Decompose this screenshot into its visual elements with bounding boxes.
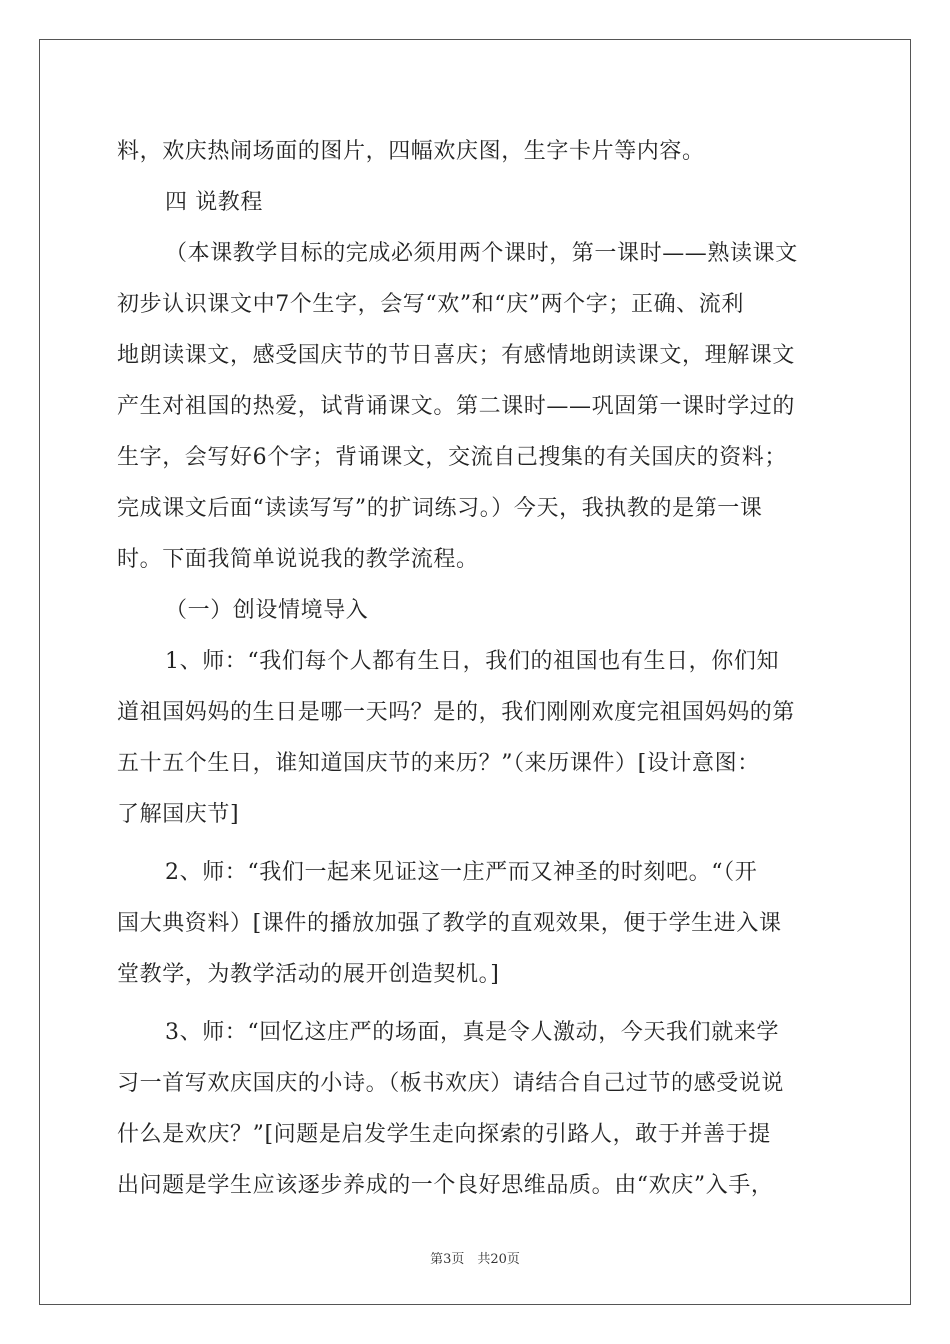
text-line: 初步认识课文中7个生字，会写“欢”和“庆”两个字；正确、流利	[117, 292, 744, 317]
section-heading: 四 说教程	[165, 190, 263, 215]
text-line: 2、师：“我们一起来见证这一庄严而又神圣的时刻吧。“（开	[165, 860, 758, 885]
text-line: 五十五个生日，谁知道国庆节的来历？”（来历课件）[设计意图：	[117, 751, 760, 776]
text-line: 道祖国妈妈的生日是哪一天吗？是的，我们刚刚欢度完祖国妈妈的第	[117, 700, 796, 725]
document-body	[117, 126, 833, 1211]
text-line: 时。下面我简单说说我的教学流程。	[117, 547, 479, 572]
page-number-footer: 第3页 共20页	[430, 1252, 520, 1267]
text-line: 3、师：“回忆这庄严的场面，真是令人激动，今天我们就来学	[165, 1020, 780, 1045]
text-line: 生字，会写好6个字；背诵课文，交流自己搜集的有关国庆的资料；	[117, 445, 787, 470]
subsection-heading: （一）创设情境导入	[165, 598, 369, 623]
text-line: 料，欢庆热闹场面的图片，四幅欢庆图，生字卡片等内容。	[117, 139, 705, 164]
text-line: 地朗读课文，感受国庆节的节日喜庆；有感情地朗读课文，理解课文	[117, 343, 796, 368]
text-line: 了解国庆节]	[117, 802, 240, 827]
text-line: 国大典资料）[课件的播放加强了教学的直观效果，便于学生进入课	[117, 911, 782, 936]
text-line: 什么是欢庆？”[问题是启发学生走向探索的引路人，敢于并善于提	[117, 1122, 771, 1147]
text-line: （本课教学目标的完成必须用两个课时，第一课时——熟读课文	[165, 241, 798, 266]
text-line: 习一首写欢庆国庆的小诗。（板书欢庆）请结合自己过节的感受说说	[117, 1071, 785, 1096]
text-line: 1、师：“我们每个人都有生日，我们的祖国也有生日，你们知	[165, 649, 780, 674]
text-line: 堂教学，为教学活动的展开创造契机。]	[117, 962, 500, 987]
text-line: 产生对祖国的热爱，试背诵课文。第二课时——巩固第一课时学过的	[117, 394, 796, 419]
text-line: 完成课文后面“读读写写”的扩词练习。）今天，我执教的是第一课	[117, 496, 763, 521]
text-line: 出问题是学生应该逐步养成的一个良好思维品质。由“欢庆”入手，	[117, 1173, 774, 1198]
